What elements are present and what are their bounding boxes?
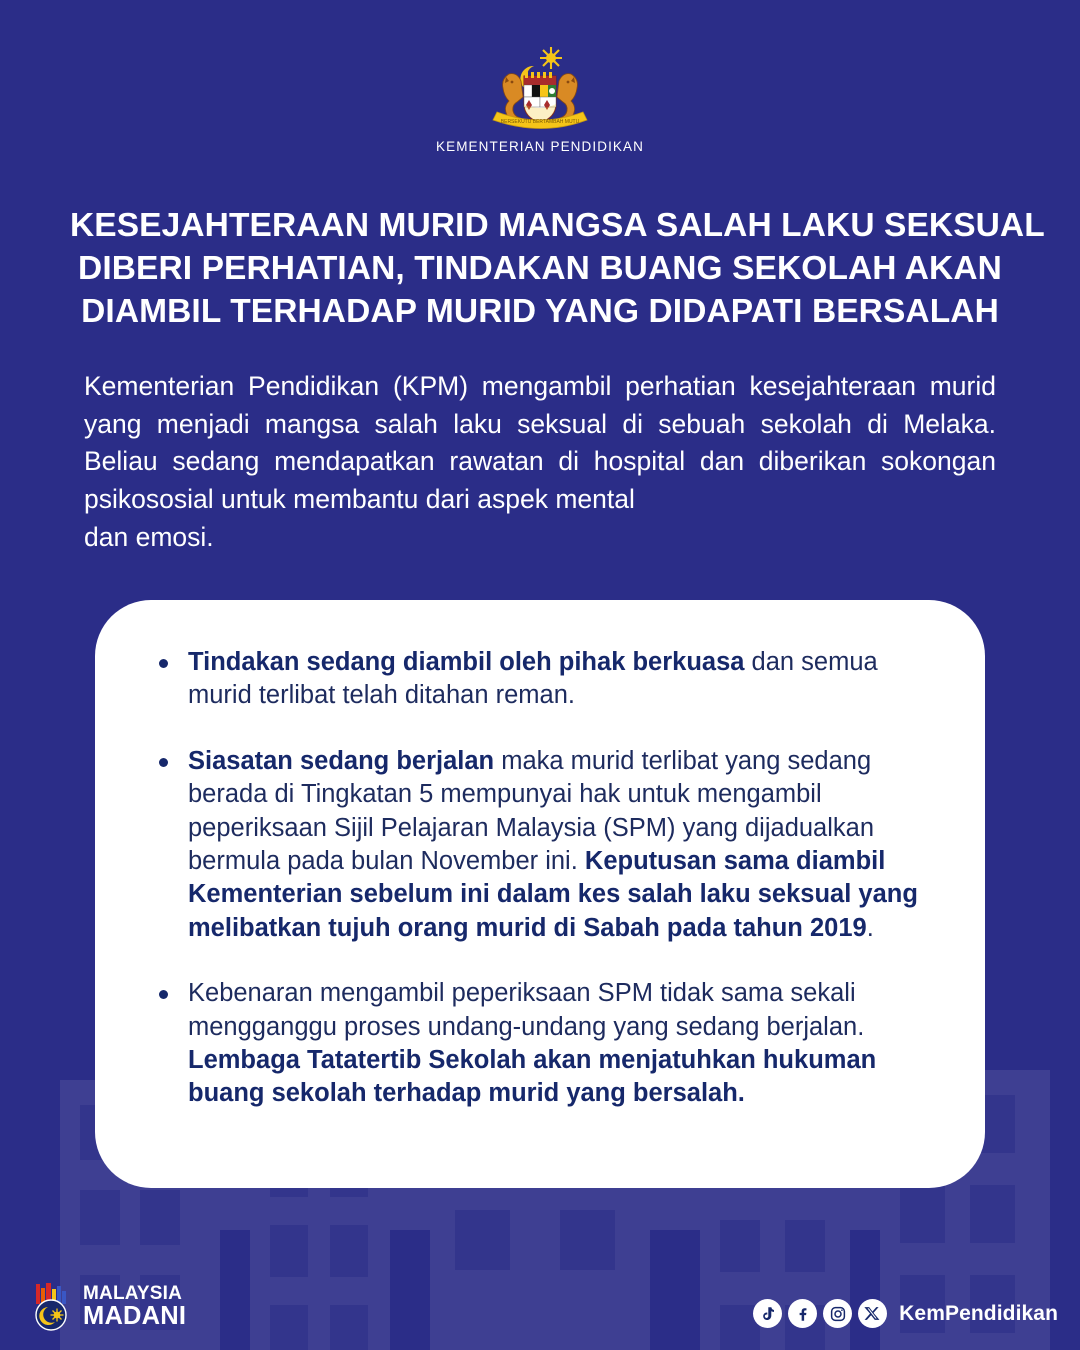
bullet-list [155,646,929,1111]
page-header [0,0,1080,154]
madani-line-1: MALAYSIA [83,1283,183,1305]
bullet-text: Kebenaran mengambil peperiksaan SPM tidak sama sekali mengganggu proses undang-undang yang sedang berjalan. [188,979,865,1041]
madani-wordmark [83,1285,186,1328]
malaysia-madani-logo [28,1282,74,1332]
tiktok-icon[interactable] [753,1299,782,1328]
bullet-text: dan semua murid terlibat telah ditahan reman. [188,648,878,710]
facebook-icon[interactable] [788,1299,817,1328]
list-item [155,745,929,945]
bullet-bold-lead: Siasatan sedang berjalan [188,746,495,775]
bullet-text-tail: . [866,913,874,942]
headline-line-3: DIAMBIL TERHADAP MURID YANG DIDAPATI BERSALAH [81,292,999,330]
madani-line-2: MADANI [83,1301,187,1330]
social-media-block [753,1299,1058,1328]
instagram-icon[interactable] [823,1299,852,1328]
bullet-bold-tail: Keputusan sama diambil Kementerian sebelum ini dalam kes salah laku seksual yang melibatkan tujuh orang murid di Sabah pada tahun 2019 [188,846,918,942]
list-item [155,977,929,1111]
intro-last-line: dan emosi. [84,521,214,552]
headline-line-2: DIBERI PERHATIAN, TINDAKAN BUANG SEKOLAH AKAN [78,249,1002,287]
svg-text:BERSEKUTU BERTAMBAH MUTU: BERSEKUTU BERTAMBAH MUTU [500,119,580,125]
bullet-bold-lead: Tindakan sedang diambil oleh pihak berkuasa [188,648,745,676]
intro-body: Kementerian Pendidikan (KPM) mengambil perhatian kesejahteraan murid yang menjadi mangsa salah laku seksual di sebuah sekolah di Melaka. Beliau sedang mendapatkan rawatan di hospital dan diberikan sokongan psikososial untuk membantu dari aspek mental [84,371,996,514]
x-twitter-icon[interactable] [858,1299,887,1328]
headline-line-1: KESEJAHTERAAN MURID MANGSA SALAH LAKU SEKSUAL [70,207,1045,244]
social-handle: KemPendidikan [899,1301,1058,1325]
bullet-text: maka murid terlibat yang sedang berada di Tingkatan 5 mempunyai hak untuk mengambil peperiksaan Sijil Pelajaran Malaysia (SPM) yang dijadualkan bermula pada bulan November ini. [188,746,875,875]
ministry-name: KEMENTERIAN PENDIDIKAN [436,139,644,154]
jata-negara-crest-icon [479,44,601,132]
bullet-bold-tail: Lembaga Tatatertib Sekolah akan menjatuhkan hukuman buang sekolah terhadap murid yang bersalah. [188,1045,877,1108]
malaysia-madani-logo-block [28,1282,186,1332]
list-item [155,646,929,713]
highlights-card [95,600,985,1188]
page-title [70,205,1045,334]
intro-paragraph [84,368,996,556]
